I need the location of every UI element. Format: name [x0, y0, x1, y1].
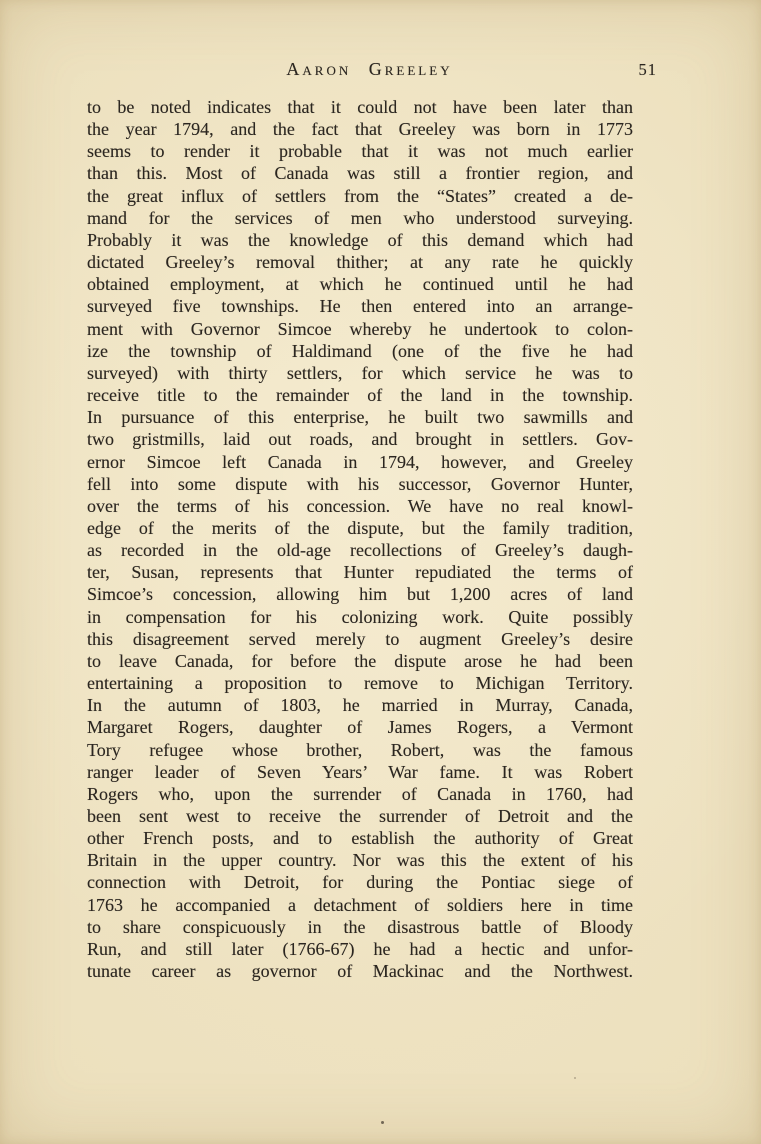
text-line: to be noted indicates that it could not have been later than: [87, 97, 633, 117]
text-line: Run, and still later (1766-67) he had a hectic and unfor-: [87, 938, 633, 959]
text-line: In the autumn of 1803, he married in Murray, Canada,: [87, 695, 633, 716]
text-line: edge of the merits of the dispute, but the family tradition,: [87, 517, 633, 538]
text-line: obtained employment, at which he continued until he had: [87, 274, 633, 295]
text-line: seems to render it probable that it was not much earlier: [87, 141, 633, 162]
text-line: 1763 he accompanied a detachment of soldiers here in time: [87, 894, 633, 915]
text-line: in compensation for his colonizing work. Quite possibly: [87, 606, 633, 627]
text-line: receive title to the remainder of the land in the township.: [87, 385, 633, 406]
text-line: to leave Canada, for before the dispute arose he had been: [87, 650, 633, 671]
text-line: fell into some dispute with his successor, Governor Hunter,: [87, 473, 633, 494]
text-line: as recorded in the old-age recollections of Greeley’s daugh-: [87, 540, 633, 561]
text-line: Margaret Rogers, daughter of James Rogers, a Vermont: [87, 717, 633, 738]
text-line: tunate career as governor of Mackinac and the Northwest.: [87, 961, 633, 982]
text-line: Probably it was the knowledge of this demand which had: [87, 229, 633, 250]
running-title: Aaron Greeley: [286, 59, 453, 79]
body-text: [87, 96, 633, 982]
text-line: Rogers who, upon the surrender of Canada in 1760, had: [87, 783, 633, 804]
text-line: than this. Most of Canada was still a frontier region, and: [87, 163, 633, 184]
text-line: ernor Simcoe left Canada in 1794, however, and Greeley: [87, 451, 633, 472]
text-line: two gristmills, laid out roads, and brought in settlers. Gov-: [87, 429, 633, 450]
text-line: dictated Greeley’s removal thither; at any rate he quickly: [87, 252, 633, 273]
text-line: surveyed five townships. He then entered into an arrange-: [87, 296, 633, 317]
text-line: ize the township of Haldimand (one of the five he had: [87, 340, 633, 361]
text-line: this disagreement served merely to augment Greeley’s desire: [87, 628, 633, 649]
text-line: the year 1794, and the fact that Greeley was born in 1773: [87, 119, 633, 140]
text-line: In pursuance of this enterprise, he built two sawmills and: [87, 407, 633, 428]
text-line: surveyed) with thirty settlers, for which service he was to: [87, 362, 633, 383]
page-header: [87, 59, 657, 81]
text-line: the great influx of settlers from the “States” created a de-: [87, 185, 633, 206]
ink-speck: [574, 1077, 576, 1079]
text-line: other French posts, and to establish the authority of Great: [87, 828, 633, 849]
text-line: over the terms of his concession. We have no real knowl-: [87, 495, 633, 516]
text-line: ter, Susan, represents that Hunter repudiated the terms of: [87, 562, 633, 583]
text-line: mand for the services of men who understood surveying.: [87, 207, 633, 228]
text-line: ment with Governor Simcoe whereby he undertook to colon-: [87, 318, 633, 339]
ink-speck: [381, 1121, 384, 1124]
page-number: 51: [638, 60, 657, 79]
text-line: connection with Detroit, for during the Pontiac siege of: [87, 872, 633, 893]
text-line: entertaining a proposition to remove to Michigan Territory.: [87, 673, 633, 694]
text-line: ranger leader of Seven Years’ War fame. It was Robert: [87, 761, 633, 782]
text-line: been sent west to receive the surrender of Detroit and the: [87, 806, 633, 826]
ink-speck: [295, 73, 297, 75]
text-line: Britain in the upper country. Nor was this the extent of his: [87, 850, 633, 871]
text-line: Simcoe’s concession, allowing him but 1,200 acres of land: [87, 584, 633, 605]
text-line: Tory refugee whose brother, Robert, was the famous: [87, 739, 633, 760]
text-line: to share conspicuously in the disastrous battle of Bloody: [87, 916, 633, 937]
